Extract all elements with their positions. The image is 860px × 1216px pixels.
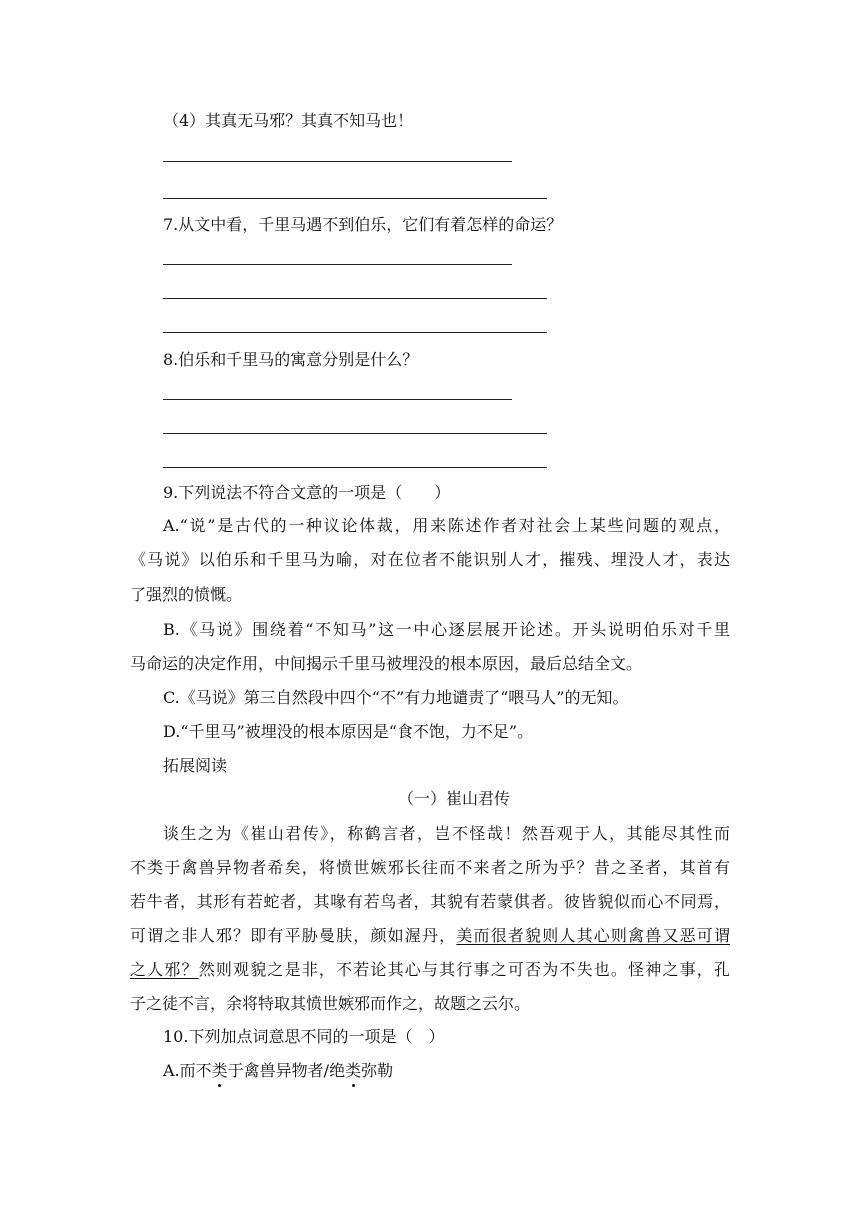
underlined-sentence: 美而很者貌则人其心则禽兽又恶可谓 <box>456 926 730 945</box>
passage-line: 不类于禽兽异物者希矣，将愤世嫉邪长往而不来者之所为乎？昔之圣者，其首有 <box>130 858 730 877</box>
answer-blank[interactable] <box>163 161 512 162</box>
option-b-line: 马命运的决定作用，中间揭示千里马被埋没的根本原因，最后总结全文。 <box>130 654 643 673</box>
option-text: 于禽兽异物者/绝 <box>227 1061 346 1080</box>
question-10-stem: 10.下列加点词意思不同的一项是（ ） <box>163 1027 445 1046</box>
passage-line <box>130 960 730 980</box>
underlined-sentence: 之人邪？ <box>130 960 199 979</box>
option-a-line: 了强烈的愤慨。 <box>130 585 243 604</box>
passage-line: 子之徒不言，余将特取其愤世嫉邪而作之，故题之云尔。 <box>130 994 531 1013</box>
option-a-line: 《马说》以伯乐和千里马为喻，对在位者不能识别人才，摧残、埋没人才，表达 <box>130 550 730 569</box>
dotted-word: 类 <box>345 1061 362 1080</box>
passage-line: 谈生之为《崔山君传》，称鹤言者，岂不怪哉！然吾观于人，其能尽其性而 <box>163 824 730 843</box>
answer-blank[interactable] <box>163 399 512 400</box>
passage-line <box>130 926 730 946</box>
option-text: A.而不 <box>163 1061 212 1080</box>
option-a-line: A.“说”是古代的一种议论体裁，用来陈述作者对社会上某些问题的观点， <box>163 516 730 535</box>
answer-blank[interactable] <box>163 332 547 333</box>
passage-text: 可谓之非人邪？即有平胁曼肤，颜如渥丹， <box>130 926 457 945</box>
question-9-stem: 9.下列说法不符合文意的一项是（ ） <box>163 483 451 502</box>
passage-line: 若牛者，其形有若蛇者，其喙有若鸟者，其貌有若蒙倛者。彼皆貌似而心不同焉， <box>130 892 730 911</box>
passage-text: 然则观貌之是非，不若论其心与其行事之可否为不失也。怪神之事，孔 <box>198 960 730 979</box>
option-c: C.《马说》第三自然段中四个“不”有力地谴责了“喂马人”的无知。 <box>163 688 629 707</box>
option-b-line: B.《马说》围绕着“不知马”这一中心逐层展开论述。开头说明伯乐对千里 <box>163 620 730 639</box>
answer-blank[interactable] <box>163 298 547 299</box>
section-heading: 拓展阅读 <box>163 756 228 775</box>
question-10-option-a <box>163 1061 393 1081</box>
dotted-word: 类 <box>211 1061 228 1080</box>
option-text: 弥勒 <box>361 1061 394 1080</box>
question-7: 7.从文中看，千里马遇不到伯乐，它们有着怎样的命运？ <box>163 215 563 234</box>
option-d: D.“千里马”被埋没的根本原因是“食不饱，力不足”。 <box>163 722 534 741</box>
question-8: 8.伯乐和千里马的寓意分别是什么？ <box>163 350 419 369</box>
answer-blank[interactable] <box>163 467 547 468</box>
answer-blank[interactable] <box>163 198 547 199</box>
passage-title: （一）崔山君传 <box>398 789 511 808</box>
answer-blank[interactable] <box>163 433 547 434</box>
q6-item4: （4）其真无马邪？其真不知马也！ <box>163 111 414 130</box>
answer-blank[interactable] <box>163 264 512 265</box>
